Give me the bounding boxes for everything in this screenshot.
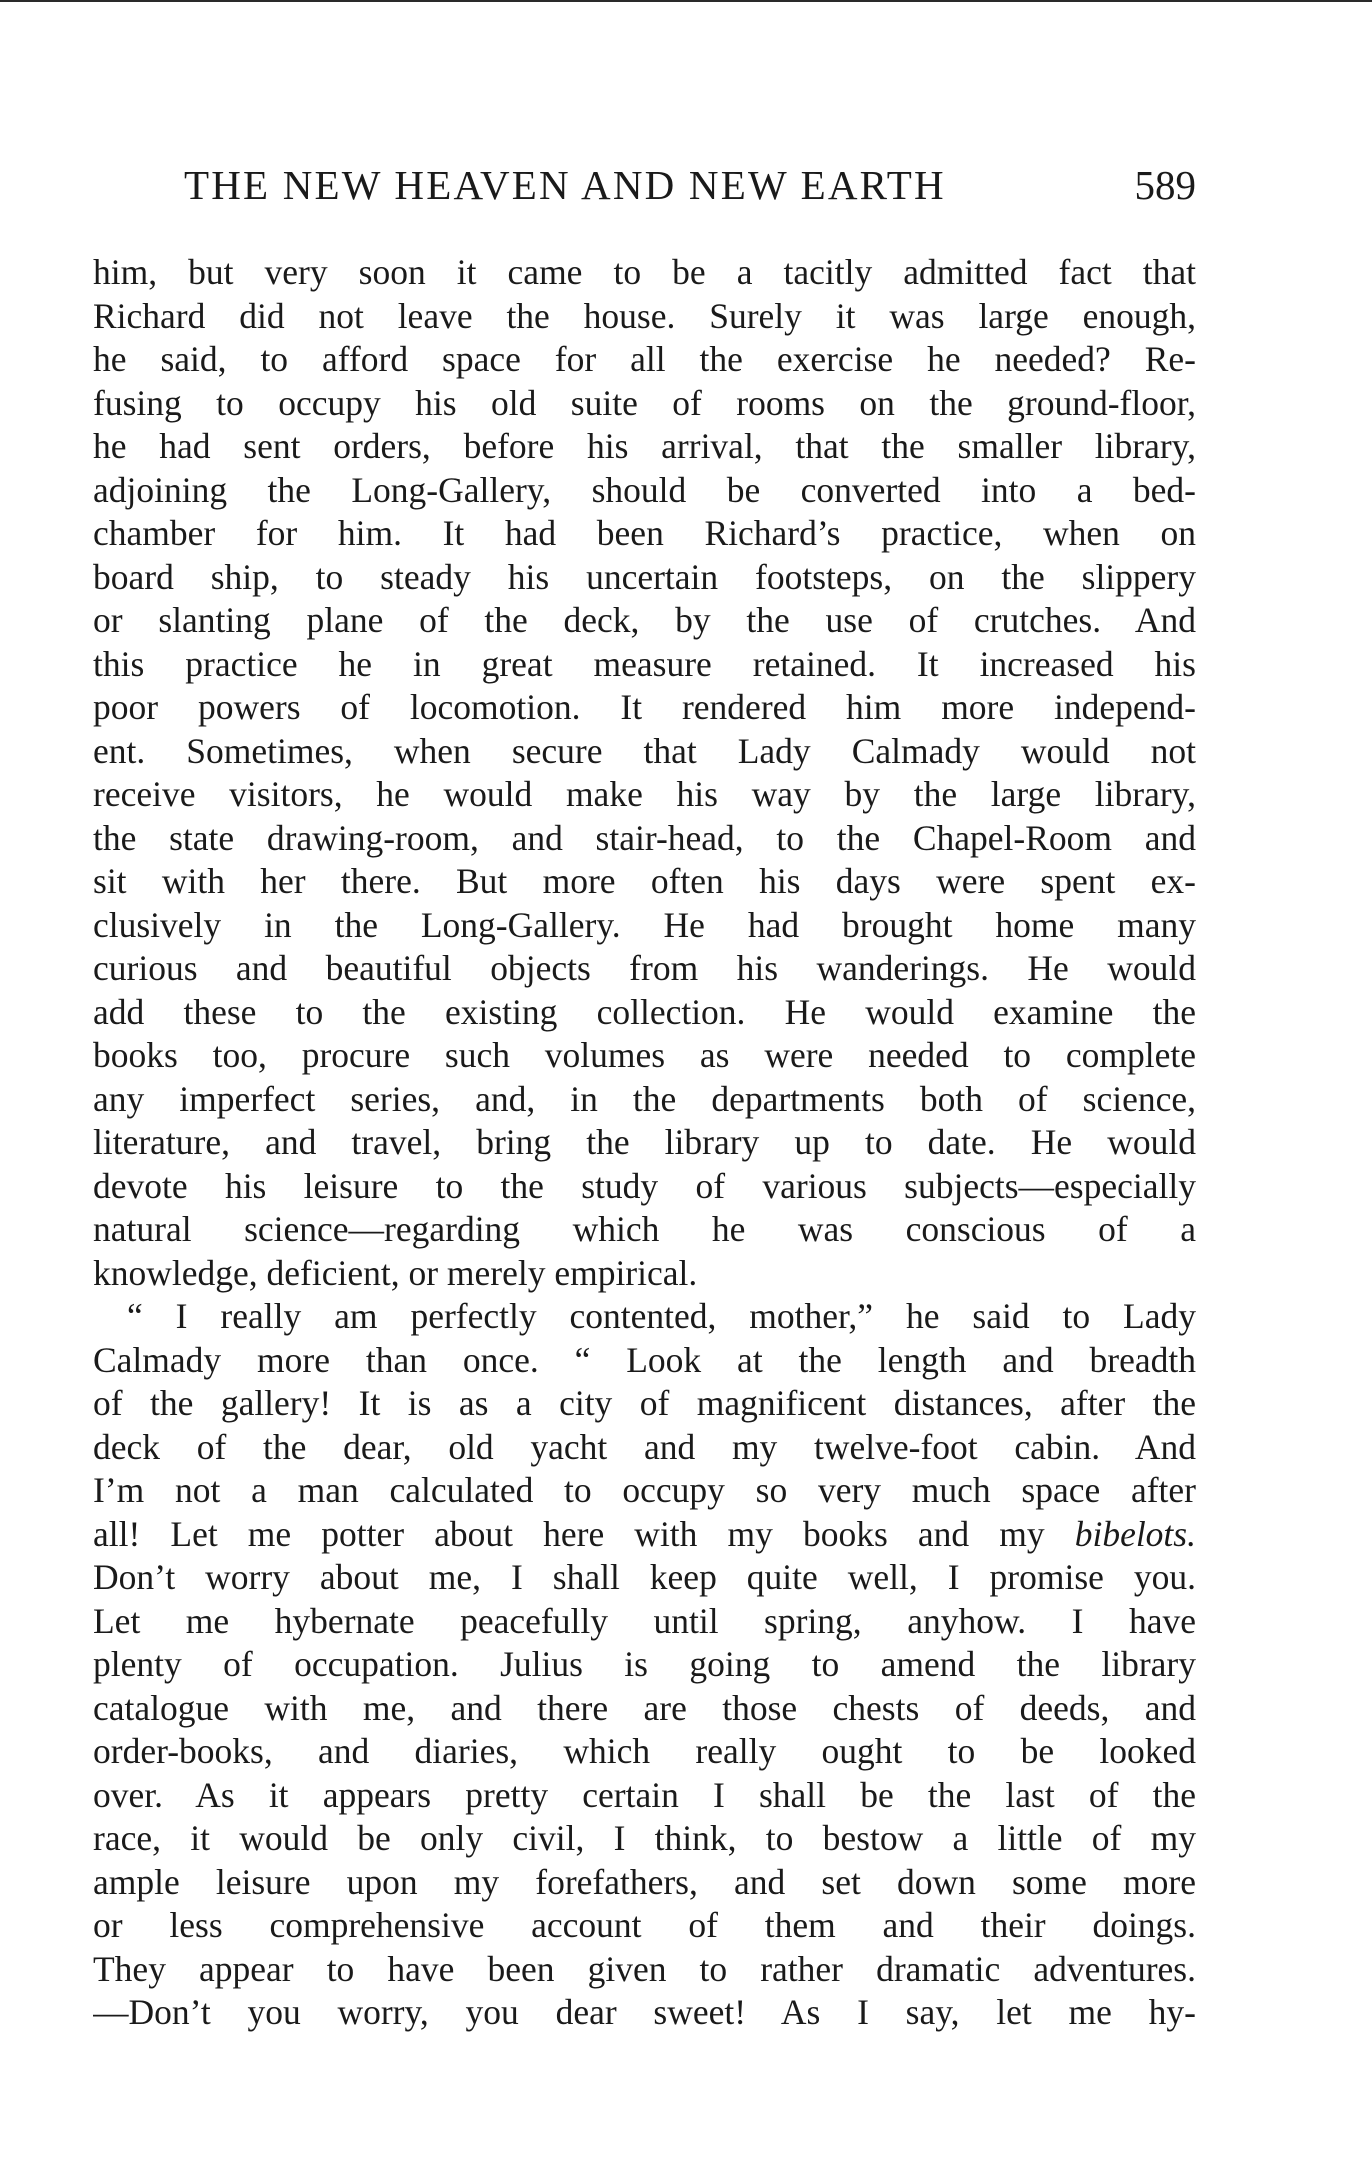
text-line: ent. Sometimes, when secure that Lady Calmady would not (93, 730, 1196, 771)
text-line: literature, and travel, bring the library up to date. He would (93, 1122, 1196, 1162)
text-line: Let me hybernate peacefully until spring, anyhow. I have (93, 1600, 1196, 1641)
text-line: add these to the existing collection. He would examine the (93, 991, 1196, 1032)
text-line: race, it would be only civil, I think, to bestow a little of my (93, 1818, 1196, 1858)
text-line: he had sent orders, before his arrival, that the smaller library, (93, 426, 1196, 466)
page-header (184, 158, 1196, 212)
text-line: plenty of occupation. Julius is going to amend the library (93, 1644, 1196, 1684)
text-line: natural science—regarding which he was conscious of a (93, 1209, 1196, 1249)
text-line: fusing to occupy his old suite of rooms on the ground-floor, (93, 382, 1196, 423)
paragraph-start-line: “ I really am perfectly contented, mother,” he said to Lady (127, 1296, 1196, 1336)
text-line: Don’t worry about me, I shall keep quite well, I promise you. (93, 1557, 1196, 1597)
text-line: They appear to have been given to rather dramatic adventures. (93, 1948, 1196, 1989)
paragraph-end-line: knowledge, deficient, or merely empirical. (93, 1252, 698, 1293)
text-line: ample leisure upon my forefathers, and set down some more (93, 1861, 1196, 1902)
text-line: chamber for him. It had been Richard’s practice, when on (93, 513, 1196, 553)
text-line-with-italic (93, 1513, 1196, 1557)
text-line: this practice he in great measure retained. It increased his (93, 643, 1196, 684)
text-line: —Don’t you worry, you dear sweet! As I say, let me hy- (93, 1992, 1196, 2032)
text-line: the state drawing-room, and stair-head, to the Chapel-Room and (93, 817, 1196, 858)
italic-word: bibelots. (1074, 1513, 1196, 1554)
page-number: 589 (1134, 162, 1196, 208)
text-line: board ship, to steady his uncertain footsteps, on the slippery (93, 556, 1196, 597)
text-line: Richard did not leave the house. Surely it was large enough, (93, 295, 1196, 336)
page-top-edge-rule (0, 0, 1372, 2)
text-line: of the gallery! It is as a city of magnificent distances, after the (93, 1383, 1196, 1423)
text-line: him, but very soon it came to be a tacitly admitted fact that (93, 252, 1196, 292)
text-run: all! Let me potter about here with my books and my (93, 1513, 1075, 1554)
running-title: THE NEW HEAVEN AND NEW EARTH (184, 162, 946, 208)
text-line: devote his leisure to the study of various subjects—especially (93, 1165, 1196, 1206)
text-line: receive visitors, he would make his way by the large library, (93, 774, 1196, 814)
text-line: curious and beautiful objects from his wanderings. He would (93, 948, 1196, 988)
text-line: adjoining the Long-Gallery, should be converted into a bed- (93, 469, 1196, 510)
text-line: deck of the dear, old yacht and my twelve-foot cabin. And (93, 1426, 1196, 1467)
text-line: he said, to afford space for all the exercise he needed? Re- (93, 339, 1196, 379)
text-line: Calmady more than once. “ Look at the length and breadth (93, 1339, 1196, 1380)
text-line: sit with her there. But more often his days were spent ex- (93, 861, 1196, 901)
text-line: I’m not a man calculated to occupy so very much space after (93, 1470, 1196, 1510)
text-body (93, 251, 1196, 2035)
text-line: clusively in the Long-Gallery. He had brought home many (93, 904, 1196, 945)
text-line: books too, procure such volumes as were needed to complete (93, 1035, 1196, 1075)
text-line: catalogue with me, and there are those chests of deeds, and (93, 1687, 1196, 1728)
text-line: over. As it appears pretty certain I shall be the last of the (93, 1774, 1196, 1815)
text-line: any imperfect series, and, in the departments both of science, (93, 1078, 1196, 1119)
text-line: poor powers of locomotion. It rendered him more independ- (93, 687, 1196, 727)
text-line: or less comprehensive account of them and their doings. (93, 1905, 1196, 1945)
text-line: or slanting plane of the deck, by the use of crutches. And (93, 600, 1196, 640)
text-line: order-books, and diaries, which really ought to be looked (93, 1731, 1196, 1771)
